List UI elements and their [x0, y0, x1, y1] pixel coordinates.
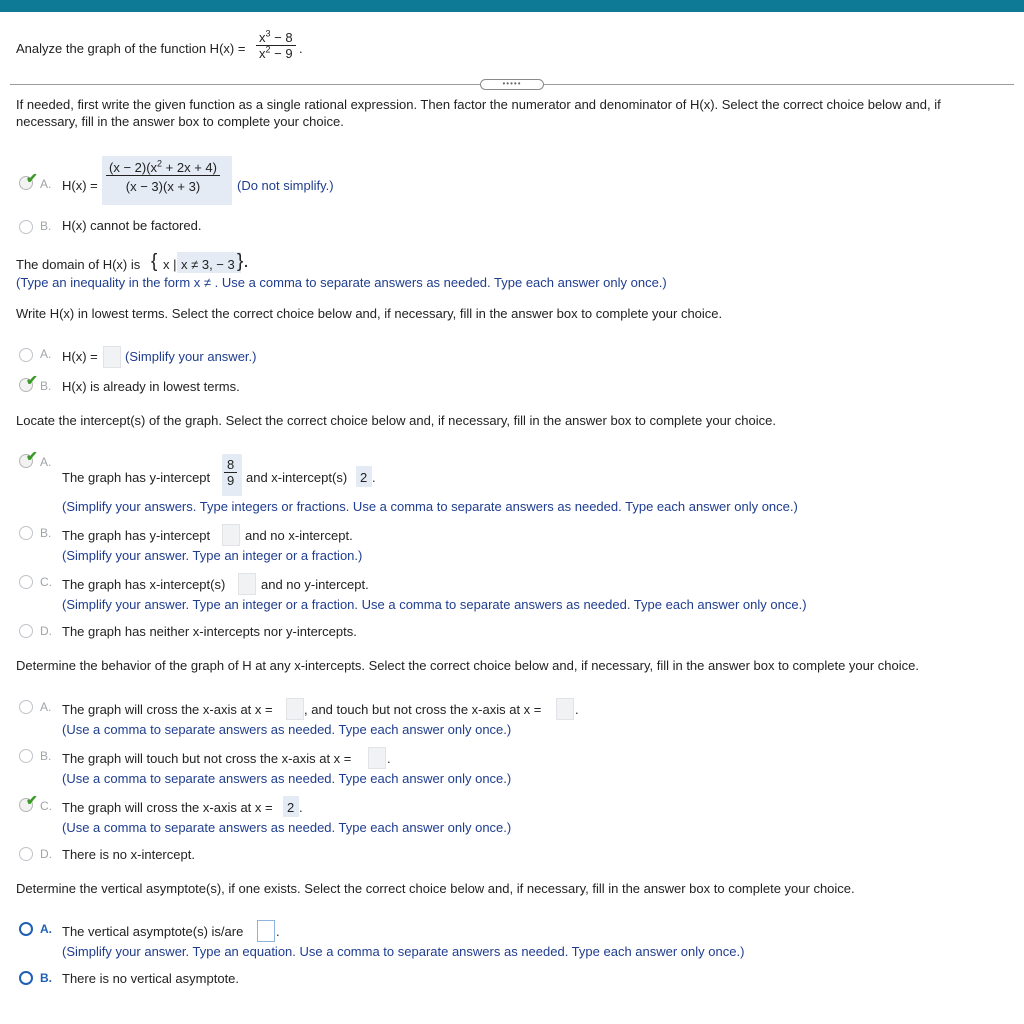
checkmark-icon: ✔ — [26, 448, 38, 464]
intercepts-choice-a-text2: and x-intercept(s) — [246, 470, 348, 485]
factor-choice-a-letter: A. — [40, 177, 52, 191]
behavior-choice-b-radio[interactable] — [19, 749, 33, 763]
factor-choice-b-text: H(x) cannot be factored. — [62, 218, 202, 233]
intercepts-choice-c-text2: and no y-intercept. — [261, 577, 369, 592]
intercepts-choice-d-radio[interactable] — [19, 624, 33, 638]
question-prompt: Analyze the graph of the function H(x) = — [16, 41, 246, 56]
factor-instructions-line1: If needed, first write the given function as a single rational expression. Then factor the numerator and denominator of H(x). Select the correct choice below and, if — [16, 97, 941, 112]
intercepts-choice-d-text: The graph has neither x-intercepts nor y-intercepts. — [62, 624, 357, 639]
intercepts-c-answer-box[interactable] — [238, 573, 256, 595]
behavior-choice-a-period: . — [575, 702, 579, 717]
factor-instructions-line2: necessary, fill in the answer box to complete your choice. — [16, 114, 344, 129]
behavior-choice-c-hint: (Use a comma to separate answers as needed. Type each answer only once.) — [62, 820, 512, 835]
intercepts-choice-b-radio[interactable] — [19, 526, 33, 540]
asymptote-answer-box[interactable] — [257, 920, 275, 942]
asymptote-choice-a-text: The vertical asymptote(s) is/are — [62, 924, 244, 939]
behavior-choice-c-letter: C. — [40, 799, 52, 813]
intercepts-choice-b-hint: (Simplify your answer. Type an integer or a fraction.) — [62, 548, 363, 563]
function-denominator: $x^2 - 9$ — [259, 44, 293, 61]
behavior-choice-a-radio[interactable] — [19, 700, 33, 714]
lowest-choice-a-label: H(x) = — [62, 349, 98, 364]
intercepts-choice-d-letter: D. — [40, 624, 52, 638]
behavior-b-answer-box[interactable] — [368, 747, 386, 769]
asymptote-instructions: Determine the vertical asymptote(s), if one exists. Select the correct choice below and, if necessary, fill in the answer box to complete your choice. — [16, 881, 855, 896]
factored-denominator: (x − 3)(x + 3) — [125, 179, 201, 194]
behavior-choice-a-text1: The graph will cross the x-axis at x = — [62, 702, 273, 717]
function-fraction — [256, 30, 296, 61]
asymptote-choice-b-text: There is no vertical asymptote. — [62, 971, 240, 986]
factor-choice-b-letter: B. — [40, 219, 52, 233]
lowest-terms-instructions: Write H(x) in lowest terms. Select the correct choice below and, if necessary, fill in the answer box to complete your choice. — [16, 306, 723, 321]
lowest-choice-a-letter: A. — [40, 347, 52, 361]
behavior-choice-b-hint: (Use a comma to separate answers as needed. Type each answer only once.) — [62, 771, 512, 786]
factor-choice-a-label: H(x) = — [62, 178, 98, 193]
asymptote-choice-a-period: . — [276, 924, 280, 939]
intercepts-choice-c-text1: The graph has x-intercept(s) — [62, 577, 226, 592]
checkmark-icon: ✔ — [26, 792, 38, 808]
behavior-choice-d-radio[interactable] — [19, 847, 33, 861]
behavior-choice-d-text: There is no x-intercept. — [62, 847, 195, 862]
lowest-choice-b-letter: B. — [40, 379, 52, 393]
domain-set-var: x | — [163, 257, 177, 272]
y-intercept-numerator: 8 — [227, 457, 235, 472]
domain-set-close: }. — [237, 251, 249, 272]
intercepts-b-answer-box[interactable] — [222, 524, 240, 546]
y-intercept-fraction — [224, 457, 237, 488]
factor-choice-a-hint: (Do not simplify.) — [237, 178, 334, 193]
behavior-choice-a-letter: A. — [40, 700, 52, 714]
intercepts-choice-c-radio[interactable] — [19, 575, 33, 589]
factor-choice-b-radio[interactable] — [19, 220, 33, 234]
checkmark-icon: ✔ — [26, 372, 38, 388]
intercepts-choice-c-letter: C. — [40, 575, 52, 589]
factored-numerator: $(x - 2)(x^2 + 2x + 4)$ — [109, 158, 217, 175]
behavior-instructions: Determine the behavior of the graph of H at any x-intercepts. Select the correct choice below and, if necessary, fill in the answer box to complete your choice. — [16, 658, 919, 673]
intercepts-choice-b-letter: B. — [40, 526, 52, 540]
top-header-bar — [0, 0, 1024, 12]
lowest-choice-a-radio[interactable] — [19, 348, 33, 362]
factored-fraction — [106, 160, 220, 194]
lowest-choice-a-hint: (Simplify your answer.) — [125, 349, 257, 364]
intercepts-choice-a-text1: The graph has y-intercept — [62, 470, 211, 485]
domain-text: The domain of H(x) is — [16, 257, 141, 272]
asymptote-choice-b-radio[interactable] — [19, 971, 33, 985]
behavior-choice-d-letter: D. — [40, 847, 52, 861]
y-intercept-denominator: 9 — [227, 473, 235, 488]
asymptote-choice-a-letter: A. — [40, 922, 52, 936]
intercepts-choice-a-hint: (Simplify your answers. Type integers or fractions. Use a comma to separate answers as needed. Type each answer only once.) — [62, 499, 798, 514]
asymptote-choice-a-radio[interactable] — [19, 922, 33, 936]
domain-hint: (Type an inequality in the form x ≠ . Use a comma to separate answers as needed. Type each answer only once.) — [16, 275, 667, 290]
asymptote-choice-a-hint: (Simplify your answer. Type an equation. Use a comma to separate answers as needed. Type each answer only once.) — [62, 944, 745, 959]
behavior-choice-a-text2: , and touch but not cross the x-axis at x = — [304, 702, 542, 717]
behavior-choice-c-period: . — [299, 800, 303, 815]
behavior-choice-c-text: The graph will cross the x-axis at x = — [62, 800, 273, 815]
intercepts-choice-b-text1: The graph has y-intercept — [62, 528, 211, 543]
asymptote-choice-b-letter: B. — [40, 971, 52, 985]
behavior-choice-b-text: The graph will touch but not cross the x-axis at x = — [62, 751, 352, 766]
intercepts-choice-c-hint: (Simplify your answer. Type an integer or a fraction. Use a comma to separate answers as needed. Type each answer only once.) — [62, 597, 807, 612]
intercepts-instructions: Locate the intercept(s) of the graph. Select the correct choice below and, if necessary, fill in the answer box to complete your choice. — [16, 413, 776, 428]
divider-handle[interactable]: ••••• — [480, 79, 544, 90]
behavior-cross-answer-box[interactable] — [286, 698, 304, 720]
behavior-choice-b-period: . — [387, 751, 391, 766]
function-numerator: $x^3 - 8$ — [259, 28, 293, 45]
lowest-answer-box[interactable] — [103, 346, 121, 368]
domain-set-open: { — [151, 251, 158, 272]
checkmark-icon: ✔ — [26, 170, 38, 186]
x-intercept-value: 2 — [360, 470, 368, 485]
behavior-choice-b-letter: B. — [40, 749, 52, 763]
behavior-c-value: 2 — [287, 800, 295, 815]
intercepts-choice-b-text2: and no x-intercept. — [245, 528, 353, 543]
intercepts-choice-a-period: . — [372, 470, 376, 485]
intercepts-choice-a-letter: A. — [40, 455, 52, 469]
behavior-touch-answer-box[interactable] — [556, 698, 574, 720]
prompt-period: . — [299, 41, 303, 56]
lowest-choice-b-text: H(x) is already in lowest terms. — [62, 379, 240, 394]
domain-answer: x ≠ 3, − 3 — [181, 257, 235, 272]
behavior-choice-a-hint: (Use a comma to separate answers as needed. Type each answer only once.) — [62, 722, 512, 737]
